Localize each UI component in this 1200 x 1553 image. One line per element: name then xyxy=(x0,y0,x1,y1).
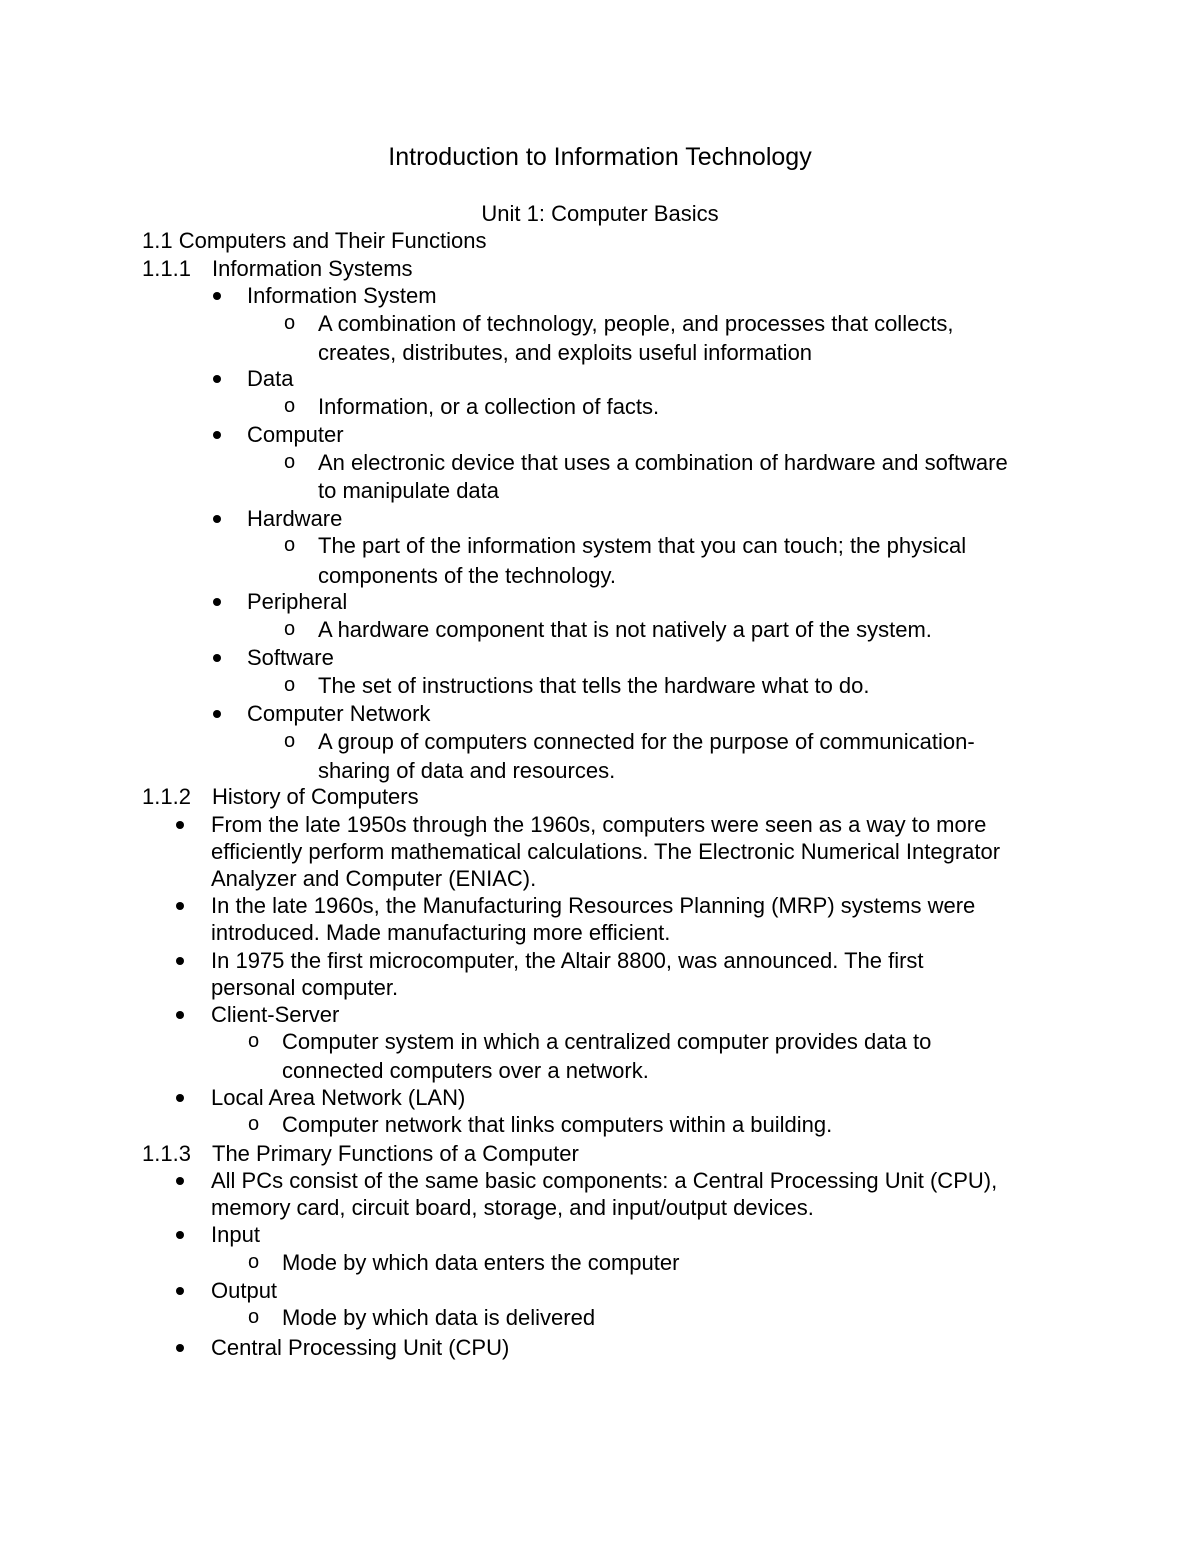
bullet-icon xyxy=(176,902,184,910)
history-line: introduced. Made manufacturing more efficient. xyxy=(211,920,671,945)
term-peripheral: Peripheral xyxy=(247,589,348,614)
section-number-1-1-1: 1.1.1 xyxy=(142,256,191,281)
term-computer: Computer xyxy=(247,422,344,447)
term-input: Input xyxy=(211,1222,260,1247)
definition-line: Computer system in which a centralized computer provides data to xyxy=(282,1029,932,1054)
definition-line: sharing of data and resources. xyxy=(318,758,616,783)
bullet-icon xyxy=(176,1177,184,1185)
definition-line: A combination of technology, people, and processes that collects, xyxy=(318,311,954,336)
bullet-icon xyxy=(213,375,221,383)
term-computer-network: Computer Network xyxy=(247,701,431,726)
history-line: personal computer. xyxy=(211,975,399,1000)
definition-line: components of the technology. xyxy=(318,563,617,588)
sub-bullet-icon: o xyxy=(284,618,296,640)
bullet-icon xyxy=(176,1344,184,1352)
definition-line: Computer network that links computers within a building. xyxy=(282,1112,833,1137)
functions-line: All PCs consist of the same basic components: a Central Processing Unit (CPU), xyxy=(211,1168,998,1193)
sub-bullet-icon: o xyxy=(284,312,296,334)
sub-bullet-icon: o xyxy=(248,1306,260,1328)
sub-bullet-icon: o xyxy=(284,534,296,556)
term-cpu: Central Processing Unit (CPU) xyxy=(211,1335,510,1360)
definition-line: Mode by which data enters the computer xyxy=(282,1250,680,1275)
definition-line: An electronic device that uses a combination of hardware and software xyxy=(318,450,1008,475)
bullet-icon xyxy=(213,598,221,606)
section-number-1-1-2: 1.1.2 xyxy=(142,784,191,809)
bullet-icon xyxy=(213,431,221,439)
definition-line: The set of instructions that tells the hardware what to do. xyxy=(318,673,870,698)
bullet-icon xyxy=(213,515,221,523)
section-heading-1-1-3: The Primary Functions of a Computer xyxy=(212,1141,579,1166)
bullet-icon xyxy=(176,957,184,965)
bullet-icon xyxy=(176,1094,184,1102)
term-software: Software xyxy=(247,645,334,670)
bullet-icon xyxy=(213,292,221,300)
section-number-1-1-3: 1.1.3 xyxy=(142,1141,191,1166)
definition-line: connected computers over a network. xyxy=(282,1058,649,1083)
term-lan: Local Area Network (LAN) xyxy=(211,1085,466,1110)
document-title: Introduction to Information Technology xyxy=(388,143,812,171)
history-line: Analyzer and Computer (ENIAC). xyxy=(211,866,537,891)
term-client-server: Client-Server xyxy=(211,1002,340,1027)
history-line: From the late 1950s through the 1960s, computers were seen as a way to more xyxy=(211,812,987,837)
sub-bullet-icon: o xyxy=(284,730,296,752)
history-line: In the late 1960s, the Manufacturing Resources Planning (MRP) systems were xyxy=(211,893,976,918)
bullet-icon xyxy=(176,821,184,829)
sub-bullet-icon: o xyxy=(284,451,296,473)
functions-line: memory card, circuit board, storage, and input/output devices. xyxy=(211,1195,814,1220)
sub-bullet-icon: o xyxy=(284,395,296,417)
sub-bullet-icon: o xyxy=(248,1030,260,1052)
term-data: Data xyxy=(247,366,294,391)
section-heading-1-1-1: Information Systems xyxy=(212,256,413,281)
unit-heading: Unit 1: Computer Basics xyxy=(481,201,719,226)
history-line: In 1975 the first microcomputer, the Altair 8800, was announced. The first xyxy=(211,948,924,973)
history-line: efficiently perform mathematical calculations. The Electronic Numerical Integrator xyxy=(211,839,1001,864)
term-hardware: Hardware xyxy=(247,506,343,531)
bullet-icon xyxy=(176,1011,184,1019)
sub-bullet-icon: o xyxy=(284,674,296,696)
definition-line: A group of computers connected for the purpose of communication- xyxy=(318,729,975,754)
bullet-icon xyxy=(176,1231,184,1239)
bullet-icon xyxy=(213,710,221,718)
term-information-system: Information System xyxy=(247,283,437,308)
definition-line: Mode by which data is delivered xyxy=(282,1305,596,1330)
definition-line: Information, or a collection of facts. xyxy=(318,394,660,419)
sub-bullet-icon: o xyxy=(248,1251,260,1273)
definition-line: A hardware component that is not natively a part of the system. xyxy=(318,617,932,642)
term-output: Output xyxy=(211,1278,278,1303)
sub-bullet-icon: o xyxy=(248,1113,260,1135)
section-heading-1-1-2: History of Computers xyxy=(212,784,419,809)
bullet-icon xyxy=(213,654,221,662)
definition-line: creates, distributes, and exploits useful information xyxy=(318,340,813,365)
definition-line: to manipulate data xyxy=(318,478,500,503)
bullet-icon xyxy=(176,1287,184,1295)
section-heading-1-1: 1.1 Computers and Their Functions xyxy=(142,228,487,253)
definition-line: The part of the information system that you can touch; the physical xyxy=(318,533,967,558)
